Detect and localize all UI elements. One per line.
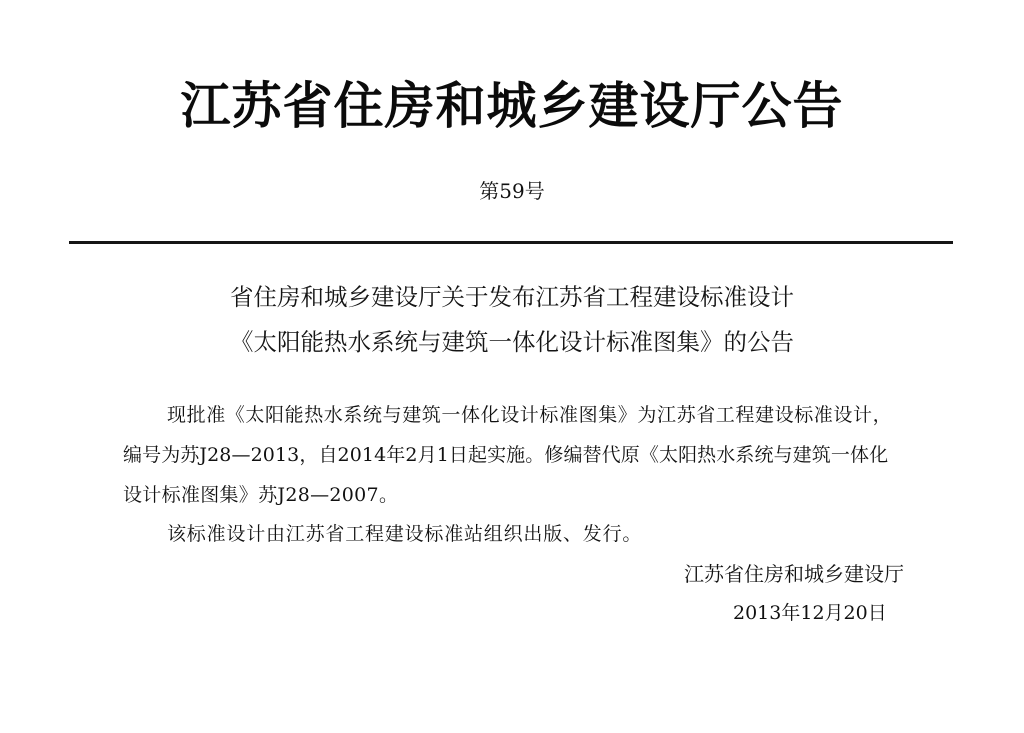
body-paragraph-line-1: 现批准《太阳能热水系统与建筑一体化设计标准图集》为江苏省工程建设标准设计， — [167, 404, 893, 426]
announcement-header-title: 江苏省住房和城乡建设厅公告 — [180, 77, 844, 135]
issuing-authority: 江苏省住房和城乡建设厅 — [684, 562, 904, 586]
body-paragraph-line-4: 该标准设计由江苏省工程建设标准站组织出版、发行。 — [167, 523, 643, 545]
header-divider — [69, 241, 953, 244]
notice-title-line-1: 省住房和城乡建设厅关于发布江苏省工程建设标准设计 — [230, 283, 794, 311]
issue-number: 第59号 — [479, 179, 545, 203]
body-paragraph-line-3: 设计标准图集》苏J28—2007。 — [123, 484, 399, 506]
notice-title-line-2: 《太阳能热水系统与建筑一体化设计标准图集》的公告 — [230, 328, 794, 356]
issue-date: 2013年12月20日 — [733, 602, 887, 624]
body-paragraph-line-2: 编号为苏J28—2013，自2014年2月1日起实施。修编替代原《太阳热水系统与建筑一体化 — [123, 444, 889, 466]
